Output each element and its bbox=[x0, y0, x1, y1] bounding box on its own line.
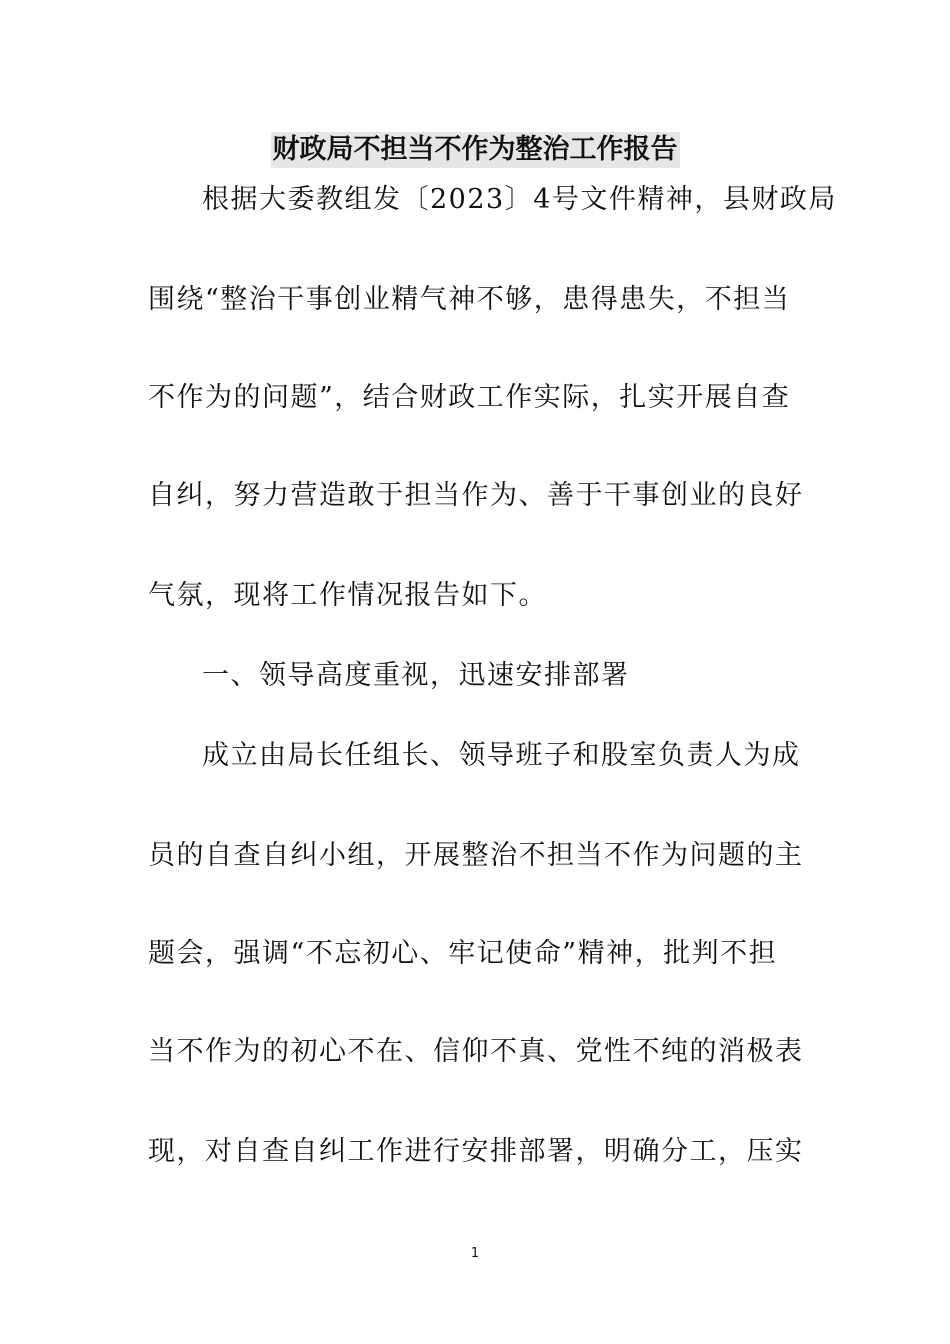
body-line: 根据大委教组发〔2023〕4号文件精神，县财政局 bbox=[202, 184, 837, 215]
body-line: 员的自查自纠小组，开展整治不担当不作为问题的主 bbox=[148, 840, 804, 871]
body-line: 题会，强调“不忘初心、牢记使命”精神，批判不担 bbox=[148, 938, 778, 969]
body-line: 成立由局长任组长、领导班子和股室负责人为成 bbox=[202, 740, 801, 771]
page-number: 1 bbox=[470, 1246, 480, 1261]
section-heading: 一、领导高度重视，迅速安排部署 bbox=[202, 660, 630, 691]
body-line: 围绕“整治干事创业精气神不够，患得患失，不担当 bbox=[148, 284, 791, 315]
document-title: 财政局不担当不作为整治工作报告 bbox=[271, 132, 680, 168]
body-line: 自纠，努力营造敢于担当作为、善于干事创业的良好 bbox=[148, 480, 804, 511]
title-container bbox=[0, 132, 950, 168]
body-line: 不作为的问题”，结合财政工作实际，扎实开展自查 bbox=[148, 382, 791, 413]
body-line: 现，对自查自纠工作进行安排部署，明确分工，压实 bbox=[148, 1136, 804, 1167]
body-line: 当不作为的初心不在、信仰不真、党性不纯的消极表 bbox=[148, 1036, 804, 1067]
body-line: 气氛，现将工作情况报告如下。 bbox=[148, 580, 547, 611]
